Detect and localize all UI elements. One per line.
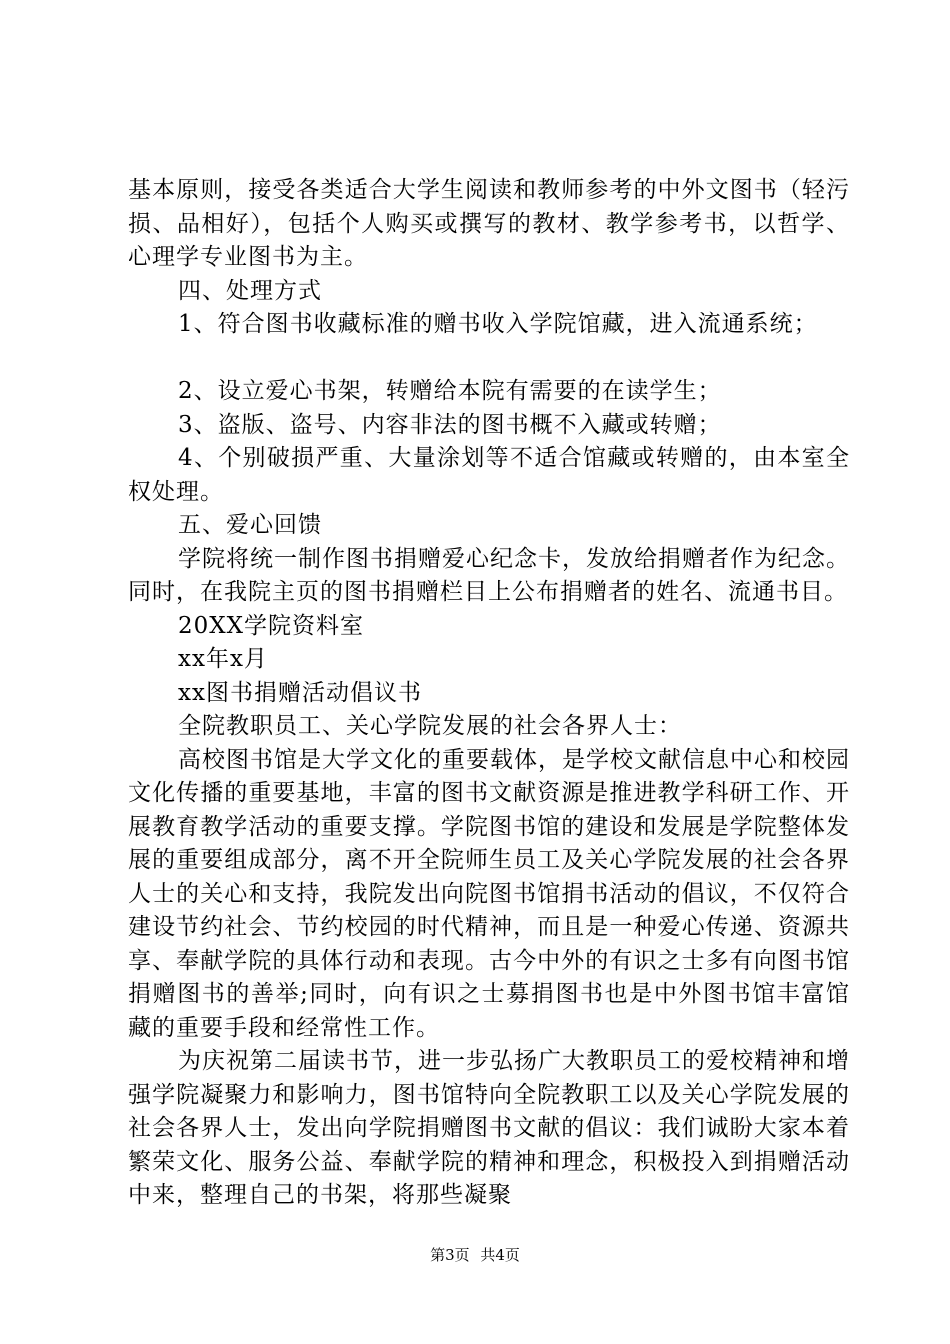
page-total: 共4页 [480,1246,520,1264]
list-item-1: 1、符合图书收藏标准的赠书收入学院馆藏，进入流通系统； [178,311,818,337]
paragraph-call-to-action: 为庆祝第二届读书节，进一步弘扬广大教职员工的爱校精神和增强学院凝聚力和影响力，图书馆特向全院教职工以及关心学院发展的社会各界人士，发出向学院捐赠图书文献的倡议：我们诚盼大家本着繁荣文化、服务公益、奉献学院的精神和理念，积极投入到捐赠活动中来，整理自己的书架，将那些凝聚 [128,1048,850,1208]
page-number: 第3页 [430,1246,470,1264]
signature-organization: 20XX学院资料室 [178,612,365,639]
paragraph-feedback: 学院将统一制作图书捐赠爱心纪念卡，发放给捐赠者作为纪念。同时，在我院主页的图书捐赠栏目上公布捐赠者的姓名、流通书目。 [128,545,850,605]
paragraph-scope-continued: 基本原则，接受各类适合大学生阅读和教师参考的中外文图书（轻污损、品相好），包括个人购买或撰写的教材、教学参考书，以哲学、心理学专业图书为主。 [128,177,850,270]
list-item-2: 2、设立爱心书架，转赠给本院有需要的在读学生； [178,378,722,404]
blank-line [128,342,850,376]
list-item-4: 4、个别破损严重、大量涂划等不适合馆藏或转赠的，由本室全权处理。 [128,445,850,505]
heading-feedback: 五、爱心回馈 [178,512,322,538]
page-footer [0,1244,950,1265]
signature-date: xx年x月 [178,646,268,672]
document-body [128,174,850,1213]
salutation: 全院教职员工、关心学院发展的社会各界人士： [178,713,682,739]
paragraph-library-role: 高校图书馆是大学文化的重要载体，是学校文献信息中心和校园文化传播的重要基地，丰富的图书文献资源是推进教学科研工作、开展教育教学活动的重要支撑。学院图书馆的建设和发展是学院整体发展的重要组成部分，离不开全院师生员工及关心学院发展的社会各界人士的关心和支持，我院发出向院图书馆捐书活动的倡议，不仅符合建设节约社会、节约校园的时代精神，而且是一种爱心传递、资源共享、奉献学院的具体行动和表现。古今中外的有识之士多有向图书馆捐赠图书的善举;同时，向有识之士募捐图书也是中外图书馆丰富馆藏的重要手段和经常性工作。 [128,746,850,1041]
document-title: xx图书捐赠活动倡议书 [178,679,422,706]
heading-handling-method: 四、处理方式 [178,277,322,304]
list-item-3: 3、盗版、盗号、内容非法的图书概不入藏或转赠； [178,411,722,438]
